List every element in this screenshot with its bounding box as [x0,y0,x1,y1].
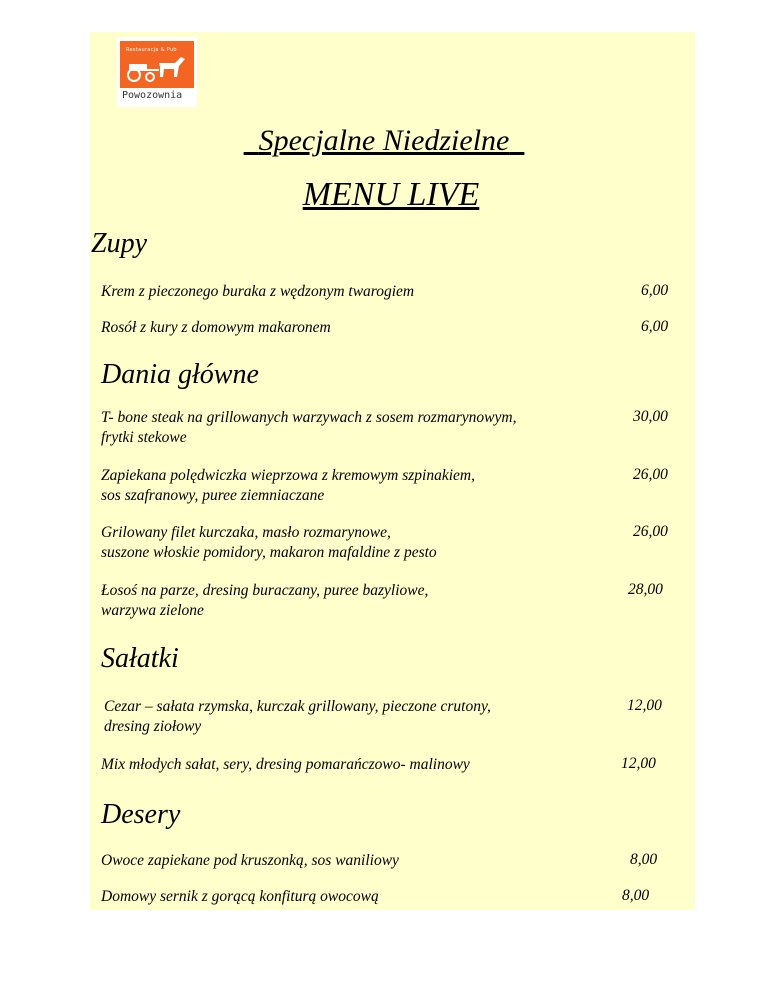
menu-item: Zapiekana polędwiczka wieprzowa z kremowym szpinakiem, sos szafranowy, puree ziemniaczane [101,467,475,504]
item-price: 30,00 [633,408,668,425]
section-heading-salatki: Sałatki [101,643,179,674]
section-heading-desery: Desery [101,799,181,830]
menu-item: T- bone steak na grillowanych warzywach z sosem rozmarynowym, frytki stekowe [101,409,517,446]
logo-name: Powozownia [122,90,183,101]
menu-item: Łosoś na parze, dresing buraczany, puree bazyliowe, warzywa zielone [101,582,429,619]
item-price: 6,00 [641,318,669,335]
item-price: 28,00 [628,581,663,598]
item-price: 8,00 [630,851,658,868]
logo-tagline: Restauracja & Pub [126,47,177,53]
item-price: 8,00 [622,887,650,904]
restaurant-logo [117,37,197,107]
menu-item: Domowy sernik z gorącą konfiturą owocową [101,888,379,905]
menu-item: Grilowany filet kurczaka, masło rozmarynowe, suszone włoskie pomidory, makaron mafaldine z pesto [101,524,437,561]
carriage-icon [125,53,189,83]
section-heading-dania: Dania główne [101,359,259,390]
item-price: 12,00 [621,755,656,772]
item-price: 26,00 [633,523,668,540]
menu-item: Krem z pieczonego buraka z wędzonym twarogiem [101,283,415,300]
menu-subtitle: Specjalne Niedzielne [258,124,510,157]
menu-item: Rosół z kury z domowym makaronem [101,319,331,336]
section-heading-zupy: Zupy [91,228,147,259]
menu-item: Mix młodych sałat, sery, dresing pomarańczowo- malinowy [101,756,470,773]
item-price: 12,00 [627,697,662,714]
item-price: 6,00 [641,282,669,299]
menu-title: MENU LIVE [302,176,480,213]
menu-item: Cezar – sałata rzymska, kurczak grillowany, pieczone crutony, dresing ziołowy [104,698,491,735]
menu-item: Owoce zapiekane pod kruszonką, sos waniliowy [101,852,399,869]
item-price: 26,00 [633,466,668,483]
